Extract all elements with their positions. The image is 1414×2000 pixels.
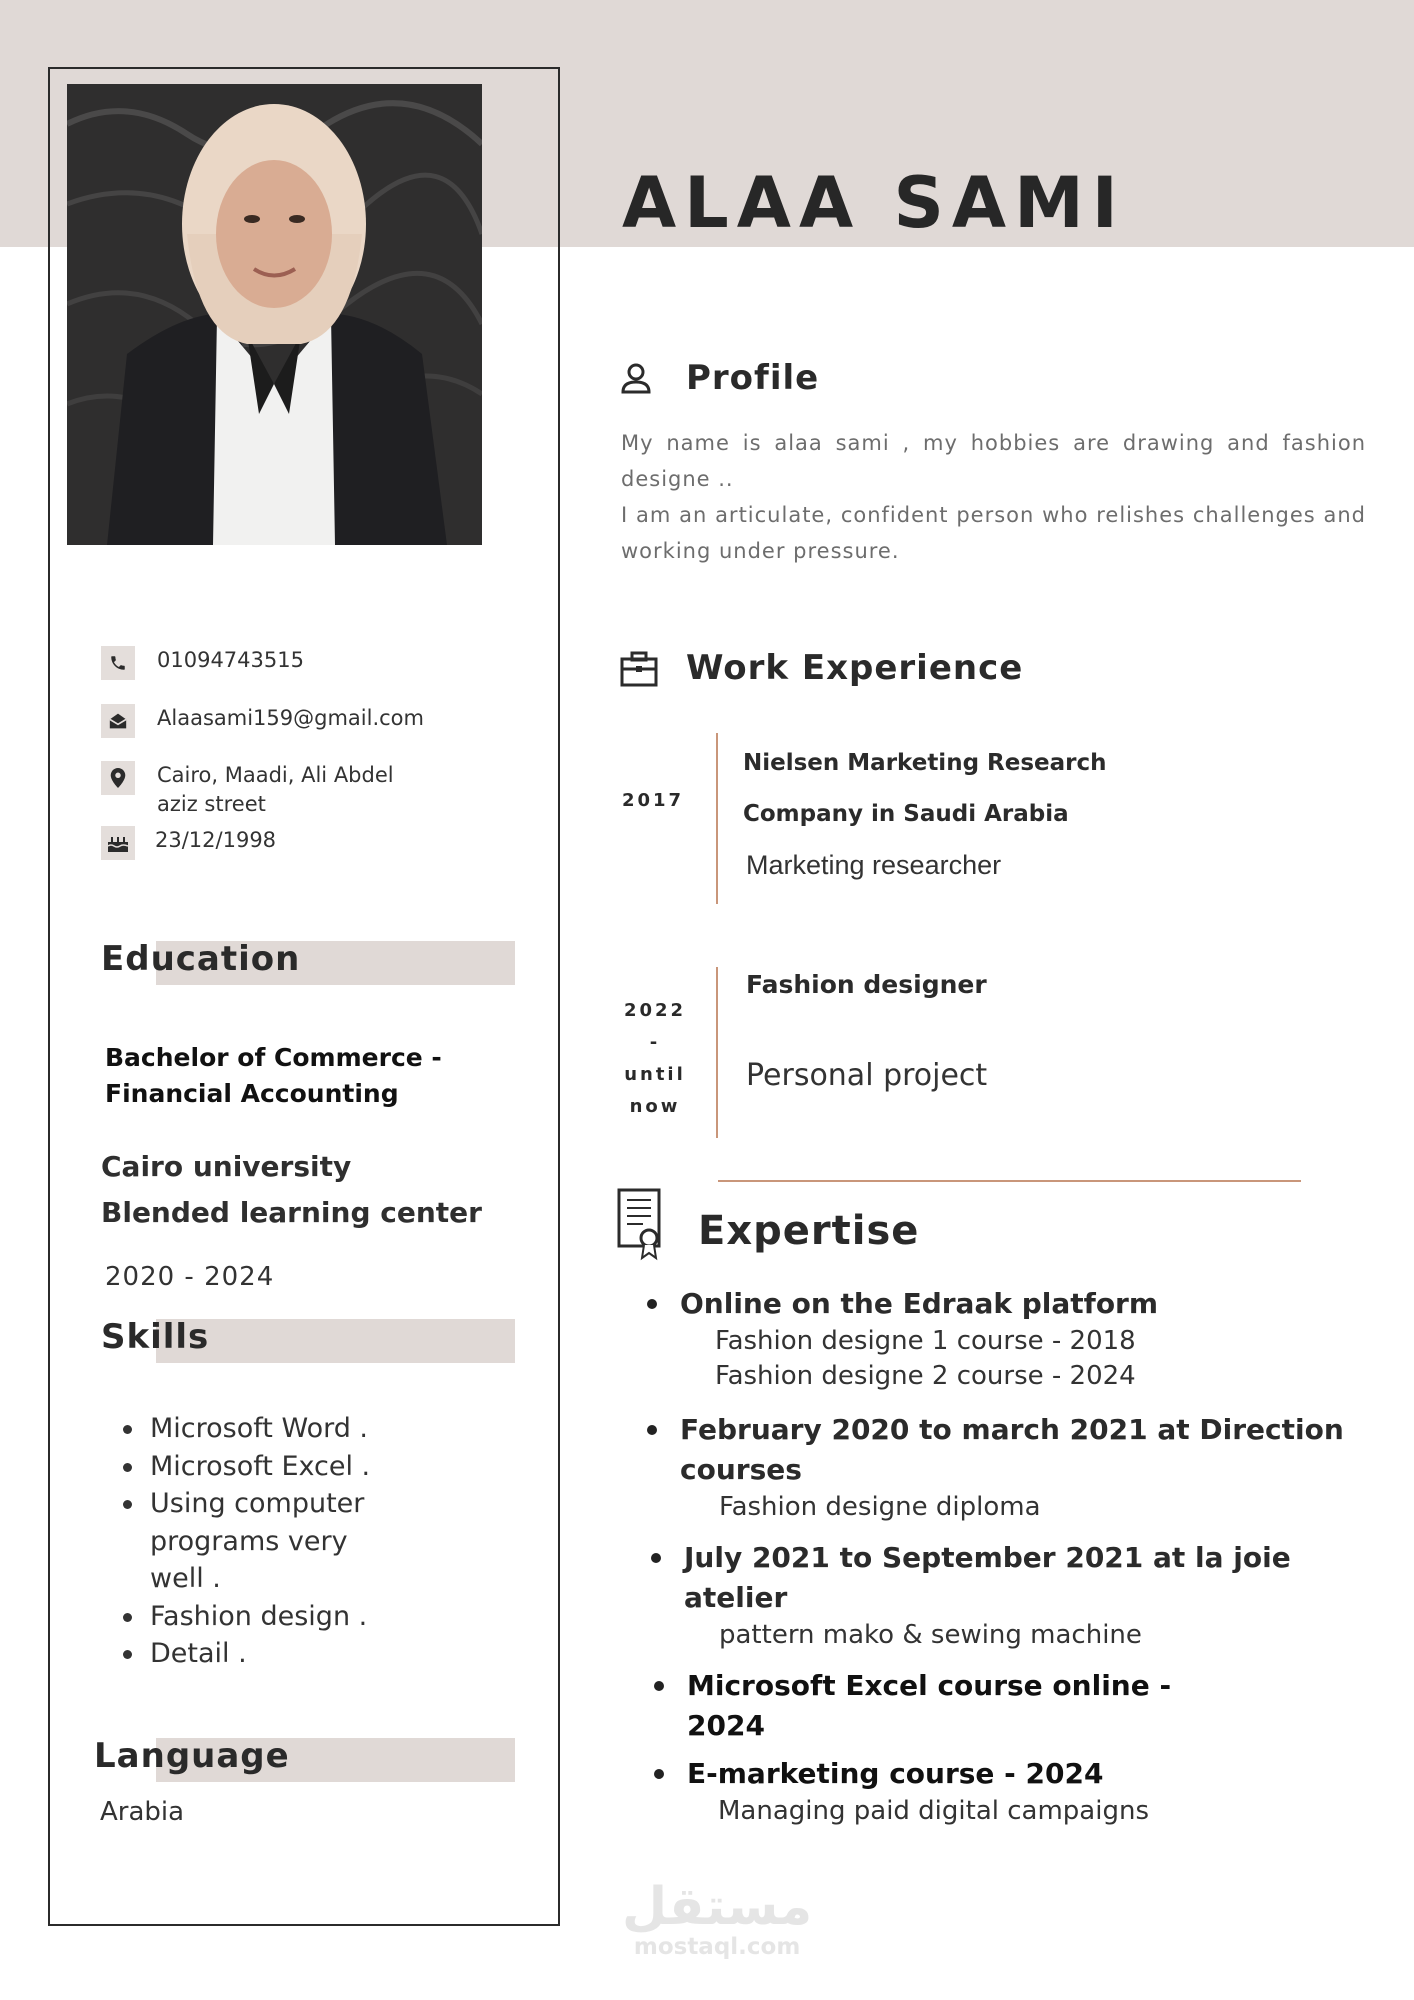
contact-address [101,761,394,819]
job-year-range [620,995,690,1123]
expertise-title-text: atelier [684,1581,788,1614]
profile-text-line-2: I am an articulate, confident person who relishes challenges and working under pressure. [621,503,1366,563]
year-until: until [624,1064,686,1085]
year-dash: - [649,1032,661,1053]
envelope-icon [101,704,135,738]
company-line-1: Nielsen Marketing Research [743,750,1107,776]
briefcase-icon [620,651,658,691]
address-line-2: aziz street [157,792,266,816]
university-line-1: Cairo university [101,1150,352,1183]
expertise-title [654,1754,1149,1794]
certificate-icon [617,1188,663,1266]
expertise-title-text: Online on the Edraak platform [680,1287,1159,1320]
expertise-item [647,1284,1158,1394]
skill-text: Fashion design . [150,1600,368,1632]
job-year: 2017 [621,790,685,811]
section-divider [718,1180,1301,1182]
profile-photo [67,84,482,545]
year-now: now [629,1096,681,1117]
skill-item [118,1635,408,1673]
birth-date: 23/12/1998 [155,828,277,852]
year-start: 2022 [623,1000,687,1021]
expertise-detail: Fashion designe diploma [719,1492,1041,1522]
skill-item [118,1410,408,1448]
expertise-title-text: E-marketing course - 2024 [687,1757,1104,1790]
job-title: Fashion designer [746,970,987,999]
expertise-heading: Expertise [698,1208,920,1254]
profile-heading: Profile [686,358,820,398]
skill-text: Microsoft Excel . [150,1450,371,1482]
contact-birthday [101,826,276,860]
education-years: 2020 - 2024 [105,1262,275,1292]
email-address: Alaasami159@gmail.com [157,706,424,730]
job-role: Personal project [746,1058,988,1093]
skills-list [118,1410,408,1673]
education-heading: Education [101,939,301,979]
expertise-item [654,1754,1149,1829]
degree-line-2: Financial Accounting [105,1079,399,1108]
expertise-title-text: February 2020 to march 2021 at Direction [680,1413,1344,1446]
skills-heading-bar [156,1319,515,1363]
expertise-title-text: July 2021 to September 2021 at la joie [684,1541,1291,1574]
phone-number: 01094743515 [157,648,304,672]
expertise-title-text: Microsoft Excel course online - [687,1669,1172,1702]
language-heading: Language [94,1736,290,1776]
expertise-title-text: 2024 [687,1709,765,1742]
expertise-item [654,1666,1171,1746]
profile-text-line-1: My name is alaa sami , my hobbies are drawing and fashion designe .. [621,431,1366,491]
skills-heading: Skills [101,1317,210,1357]
address-line-1: Cairo, Maadi, Ali Abdel [157,763,394,787]
birthday-cake-icon [101,826,135,860]
university-line-2: Blended learning center [101,1196,482,1229]
skill-item [118,1448,408,1486]
person-icon [620,362,652,398]
expertise-detail: Fashion designe 2 course - 2024 [715,1361,1136,1391]
skill-item [118,1598,408,1636]
language-value: Arabia [100,1797,185,1827]
location-pin-icon [101,761,135,795]
phone-icon [101,646,135,680]
education-degree [105,1040,465,1112]
skill-item [118,1485,408,1598]
job-role: Marketing researcher [746,850,1002,880]
skill-text: Using computer [150,1488,365,1519]
expertise-title [647,1410,1344,1490]
contact-phone [101,646,304,680]
expertise-item [651,1538,1291,1653]
profile-description [621,425,1366,569]
expertise-title [647,1284,1158,1324]
watermark-latin: mostaql.com [633,1934,801,1960]
expertise-detail: Fashion designe 1 course - 2018 [715,1326,1136,1356]
watermark [622,1877,813,1960]
job-company [743,738,1107,840]
skill-text: Microsoft Word . [150,1413,369,1444]
expertise-detail: pattern mako & sewing machine [719,1620,1142,1650]
skill-text: programs very [150,1525,348,1557]
degree-line-1: Bachelor of Commerce - [105,1043,442,1072]
contact-email [101,704,424,738]
timeline-line-2 [716,967,718,1138]
watermark-arabic: مستقل [622,1877,813,1937]
skill-text: Detail . [150,1638,247,1669]
expertise-item [647,1410,1344,1525]
expertise-title [651,1538,1291,1618]
expertise-title-text: courses [680,1453,802,1486]
address [157,761,394,819]
expertise-title [654,1666,1171,1746]
timeline-line-1 [716,733,718,904]
work-heading: Work Experience [686,648,1024,688]
expertise-detail: Managing paid digital campaigns [718,1796,1149,1826]
skill-text: well . [150,1563,221,1594]
company-line-2: Company in Saudi Arabia [743,801,1069,827]
person-name: ALAA SAMI [622,162,1126,244]
education-university [101,1144,482,1236]
